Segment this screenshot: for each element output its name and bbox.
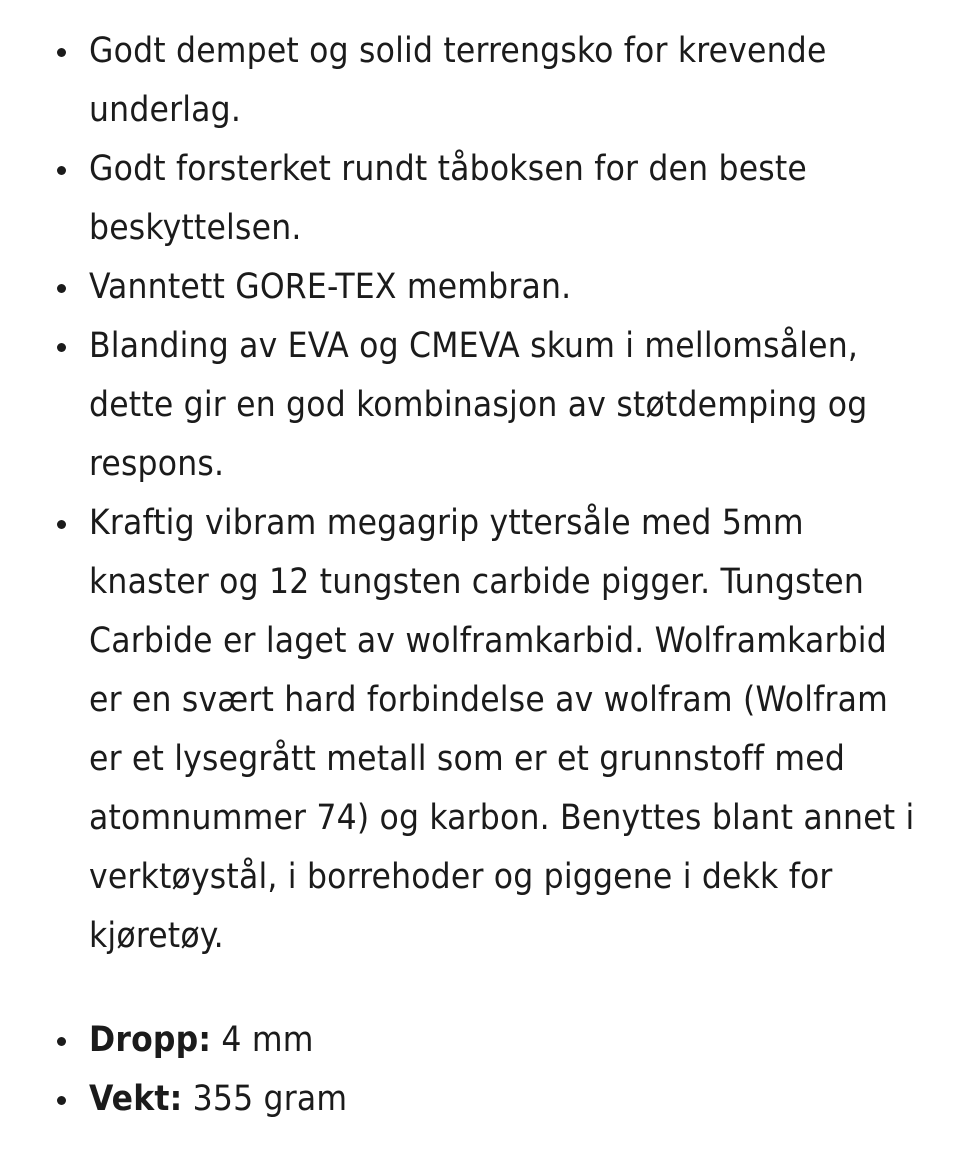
bullet-icon — [57, 520, 66, 529]
feature-text: Vanntett GORE-TEX membran. — [89, 267, 572, 307]
spec-list — [0, 1011, 960, 1129]
bullet-icon — [57, 284, 66, 293]
bullet-icon — [57, 166, 66, 175]
bullet-icon — [57, 1096, 66, 1105]
spec-item-dropp — [0, 1011, 960, 1070]
bullet-icon — [57, 1037, 66, 1046]
feature-list — [0, 22, 960, 966]
feature-text: Godt dempet og solid terrengsko for krevende underlag. — [89, 31, 827, 130]
bullet-icon — [57, 343, 66, 352]
list-item — [0, 258, 960, 317]
spec-label: Dropp: — [89, 1020, 212, 1060]
spec-value: 355 gram — [192, 1079, 348, 1119]
list-item — [0, 317, 960, 494]
feature-text: Blanding av EVA og CMEVA skum i mellomsålen, dette gir en god kombinasjon av støtdemping og respons. — [89, 326, 868, 484]
spec-label: Vekt: — [89, 1079, 183, 1119]
bullet-icon — [57, 48, 66, 57]
list-item — [0, 140, 960, 258]
spec-item-vekt — [0, 1070, 960, 1129]
list-item — [0, 494, 960, 966]
list-item — [0, 22, 960, 140]
feature-text: Godt forsterket rundt tåboksen for den beste beskyttelsen. — [89, 149, 807, 248]
feature-text: Kraftig vibram megagrip yttersåle med 5mm knaster og 12 tungsten carbide pigger. Tungsten Carbide er laget av wolframkarbid. Wolframkarbid er en svært hard forbindelse av wolfram (Wolfram er et lysegrått metall som er et grunnstoff med atomnummer 74) og karbon. Benyttes blant annet i verktøystål, i borrehoder og piggene i dekk for kjøretøy. — [89, 503, 915, 956]
spec-value: 4 mm — [221, 1020, 314, 1060]
